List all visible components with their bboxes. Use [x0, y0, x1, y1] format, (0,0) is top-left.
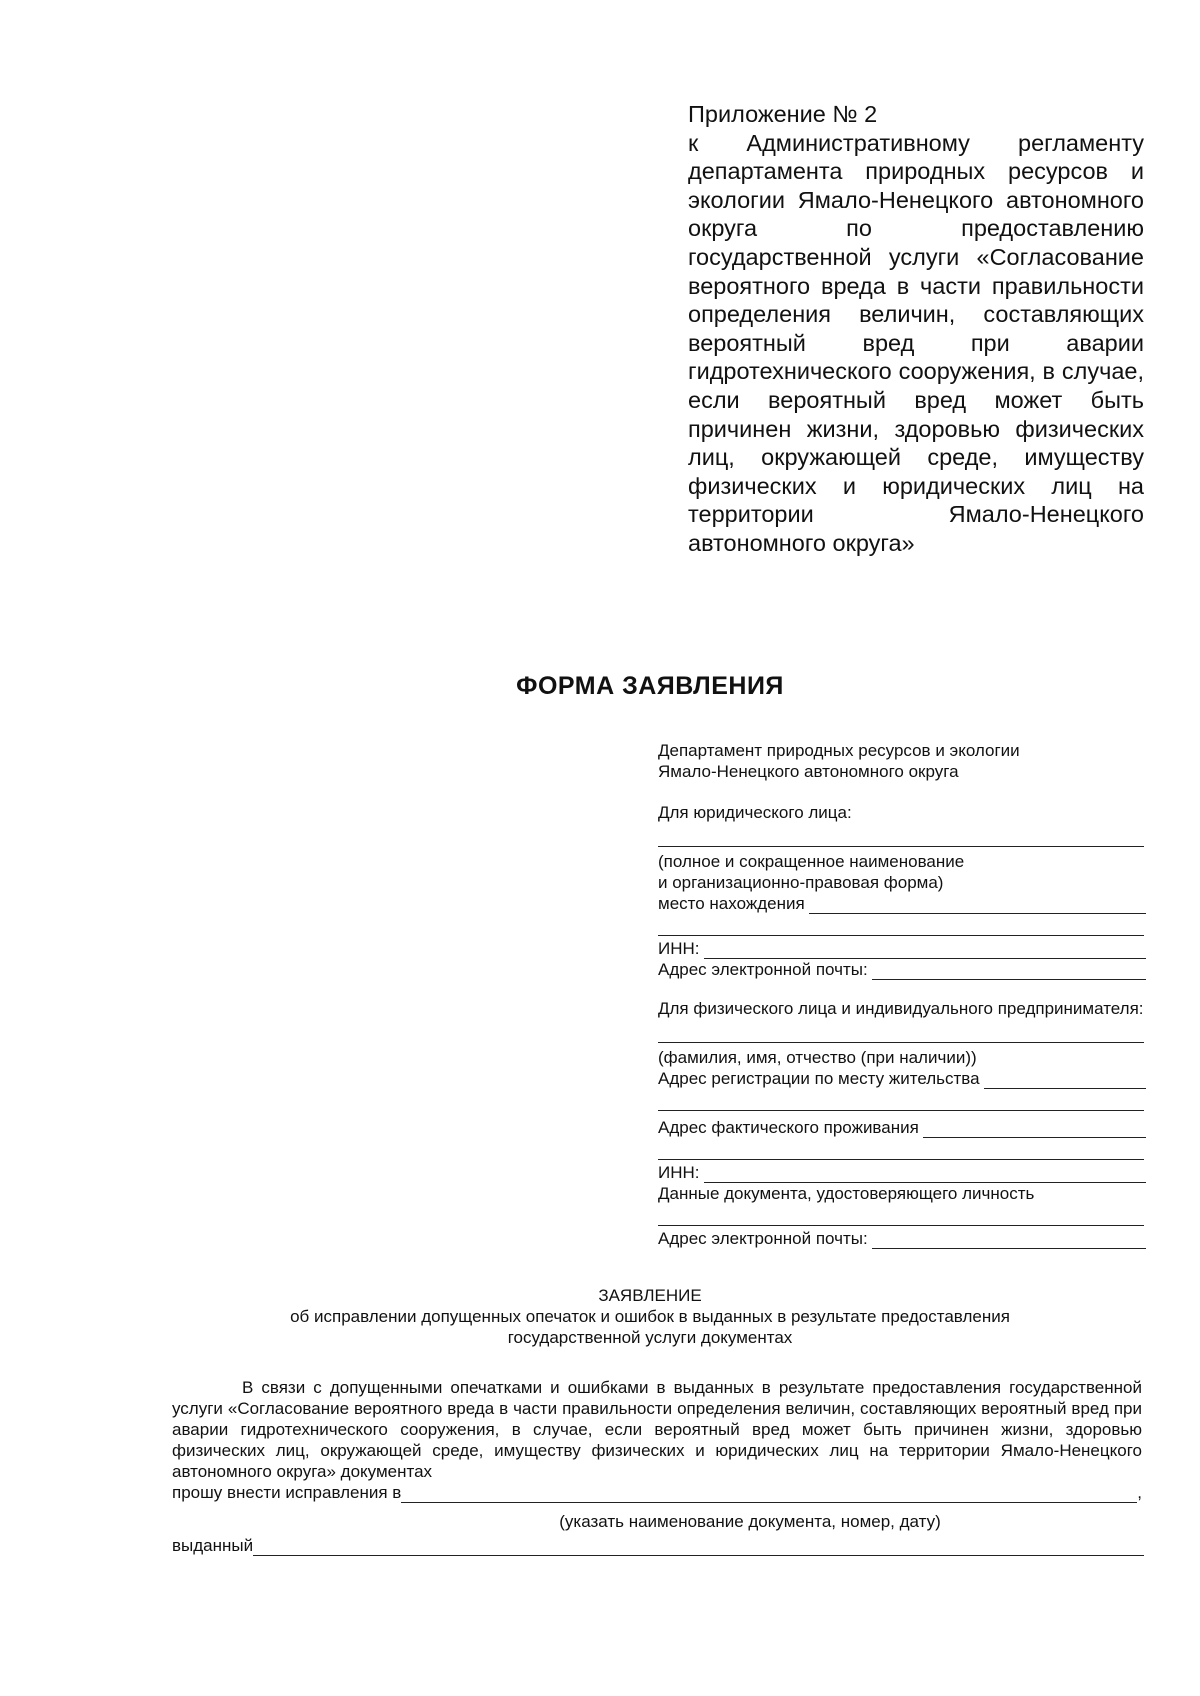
legal-entity-inn-row	[658, 938, 1146, 959]
registration-field[interactable]	[984, 1072, 1146, 1089]
legal-entity-name-line[interactable]	[658, 845, 1144, 847]
individual-name-line[interactable]	[658, 1041, 1144, 1043]
legal-email-field[interactable]	[872, 963, 1146, 980]
issued-label: выданный	[172, 1536, 254, 1555]
legal-inn-label: ИНН:	[658, 939, 700, 958]
legal-inn-field[interactable]	[704, 942, 1147, 959]
location-field-continued[interactable]	[658, 934, 1144, 936]
statement-body-text: В связи с допущенными опечатками и ошибками в выданных в результате предоставления государственной услуги «Согласование вероятного вреда в части правильности определения величин, составляющих вероятный вред при аварии гидротехнического сооружения, в случае, если вероятный вред может быть причинен жизни, здоровью физических лиц, окружающей среде, имуществу физических и юридических лиц на территории Ямало-Ненецкого автономного округа» документах	[172, 1378, 1142, 1481]
registration-field-continued[interactable]	[658, 1109, 1144, 1111]
legal-entity-heading: Для юридического лица:	[658, 803, 852, 822]
id-document-field[interactable]	[658, 1224, 1144, 1226]
legal-entity-section	[658, 802, 1146, 980]
request-document-field[interactable]	[401, 1486, 1137, 1503]
individual-inn-field[interactable]	[704, 1166, 1147, 1183]
individual-name-hint: (фамилия, имя, отчество (при наличии))	[658, 1048, 977, 1067]
legal-entity-name-hint-1: (полное и сокращенное наименование	[658, 852, 965, 871]
appendix-text: к Административному регламенту департамента природных ресурсов и экологии Ямало-Ненецкого автономного округа по предоставлению государственной услуги «Согласование вероятного вреда в части правильности определения величин, составляющих вероятный вред при аварии гидротехнического сооружения, в случае, если вероятный вред может быть причинен жизни, здоровью физических лиц, окружающей среде, имуществу физических и юридических лиц на территории Ямало-Ненецкого автономного округа»	[688, 129, 1144, 556]
department-line-1: Департамент природных ресурсов и экологии	[658, 741, 1020, 760]
issued-field[interactable]	[253, 1539, 1144, 1556]
legal-email-label: Адрес электронной почты:	[658, 960, 868, 979]
legal-entity-location-row	[658, 893, 1146, 914]
legal-entity-name-hint-2: и организационно-правовая форма)	[658, 873, 944, 892]
statement-title: ЗАЯВЛЕНИЕ	[598, 1286, 702, 1305]
individual-inn-label: ИНН:	[658, 1163, 700, 1182]
individual-heading: Для физического лица и индивидуального предпринимателя:	[658, 999, 1144, 1018]
statement-subtitle-2: государственной услуги документах	[507, 1328, 793, 1347]
actual-address-label: Адрес фактического проживания	[658, 1118, 919, 1137]
appendix-block	[688, 100, 1144, 558]
location-field[interactable]	[809, 897, 1146, 914]
actual-address-row	[658, 1117, 1146, 1138]
registration-label: Адрес регистрации по месту жительства	[658, 1069, 980, 1088]
registration-row	[658, 1068, 1146, 1089]
actual-address-field-continued[interactable]	[658, 1158, 1144, 1160]
individual-inn-row	[658, 1162, 1146, 1183]
request-suffix: ,	[1137, 1483, 1142, 1502]
department-line-2: Ямало-Ненецкого автономного округа	[658, 762, 959, 781]
individual-email-field[interactable]	[872, 1232, 1146, 1249]
id-document-label: Данные документа, удостоверяющего личность	[658, 1184, 1035, 1203]
statement-subtitle-1: об исправлении допущенных опечаток и ошибок в выданных в результате предоставления	[290, 1307, 1010, 1326]
statement-heading	[150, 1285, 1150, 1348]
request-row	[172, 1482, 1142, 1503]
statement-body	[172, 1377, 1142, 1503]
document-hint: (указать наименование документа, номер, дату)	[559, 1512, 941, 1531]
legal-entity-email-row	[658, 959, 1146, 980]
individual-section	[658, 998, 1146, 1249]
individual-email-row	[658, 1228, 1146, 1249]
location-label: место нахождения	[658, 894, 805, 913]
addressee-department	[658, 740, 1146, 782]
form-title: ФОРМА ЗАЯВЛЕНИЯ	[516, 672, 784, 700]
individual-email-label: Адрес электронной почты:	[658, 1229, 868, 1248]
appendix-number: Приложение № 2	[688, 101, 878, 127]
request-label: прошу внести исправления в	[172, 1483, 402, 1502]
actual-address-field[interactable]	[923, 1121, 1146, 1138]
issued-row	[172, 1536, 1144, 1556]
